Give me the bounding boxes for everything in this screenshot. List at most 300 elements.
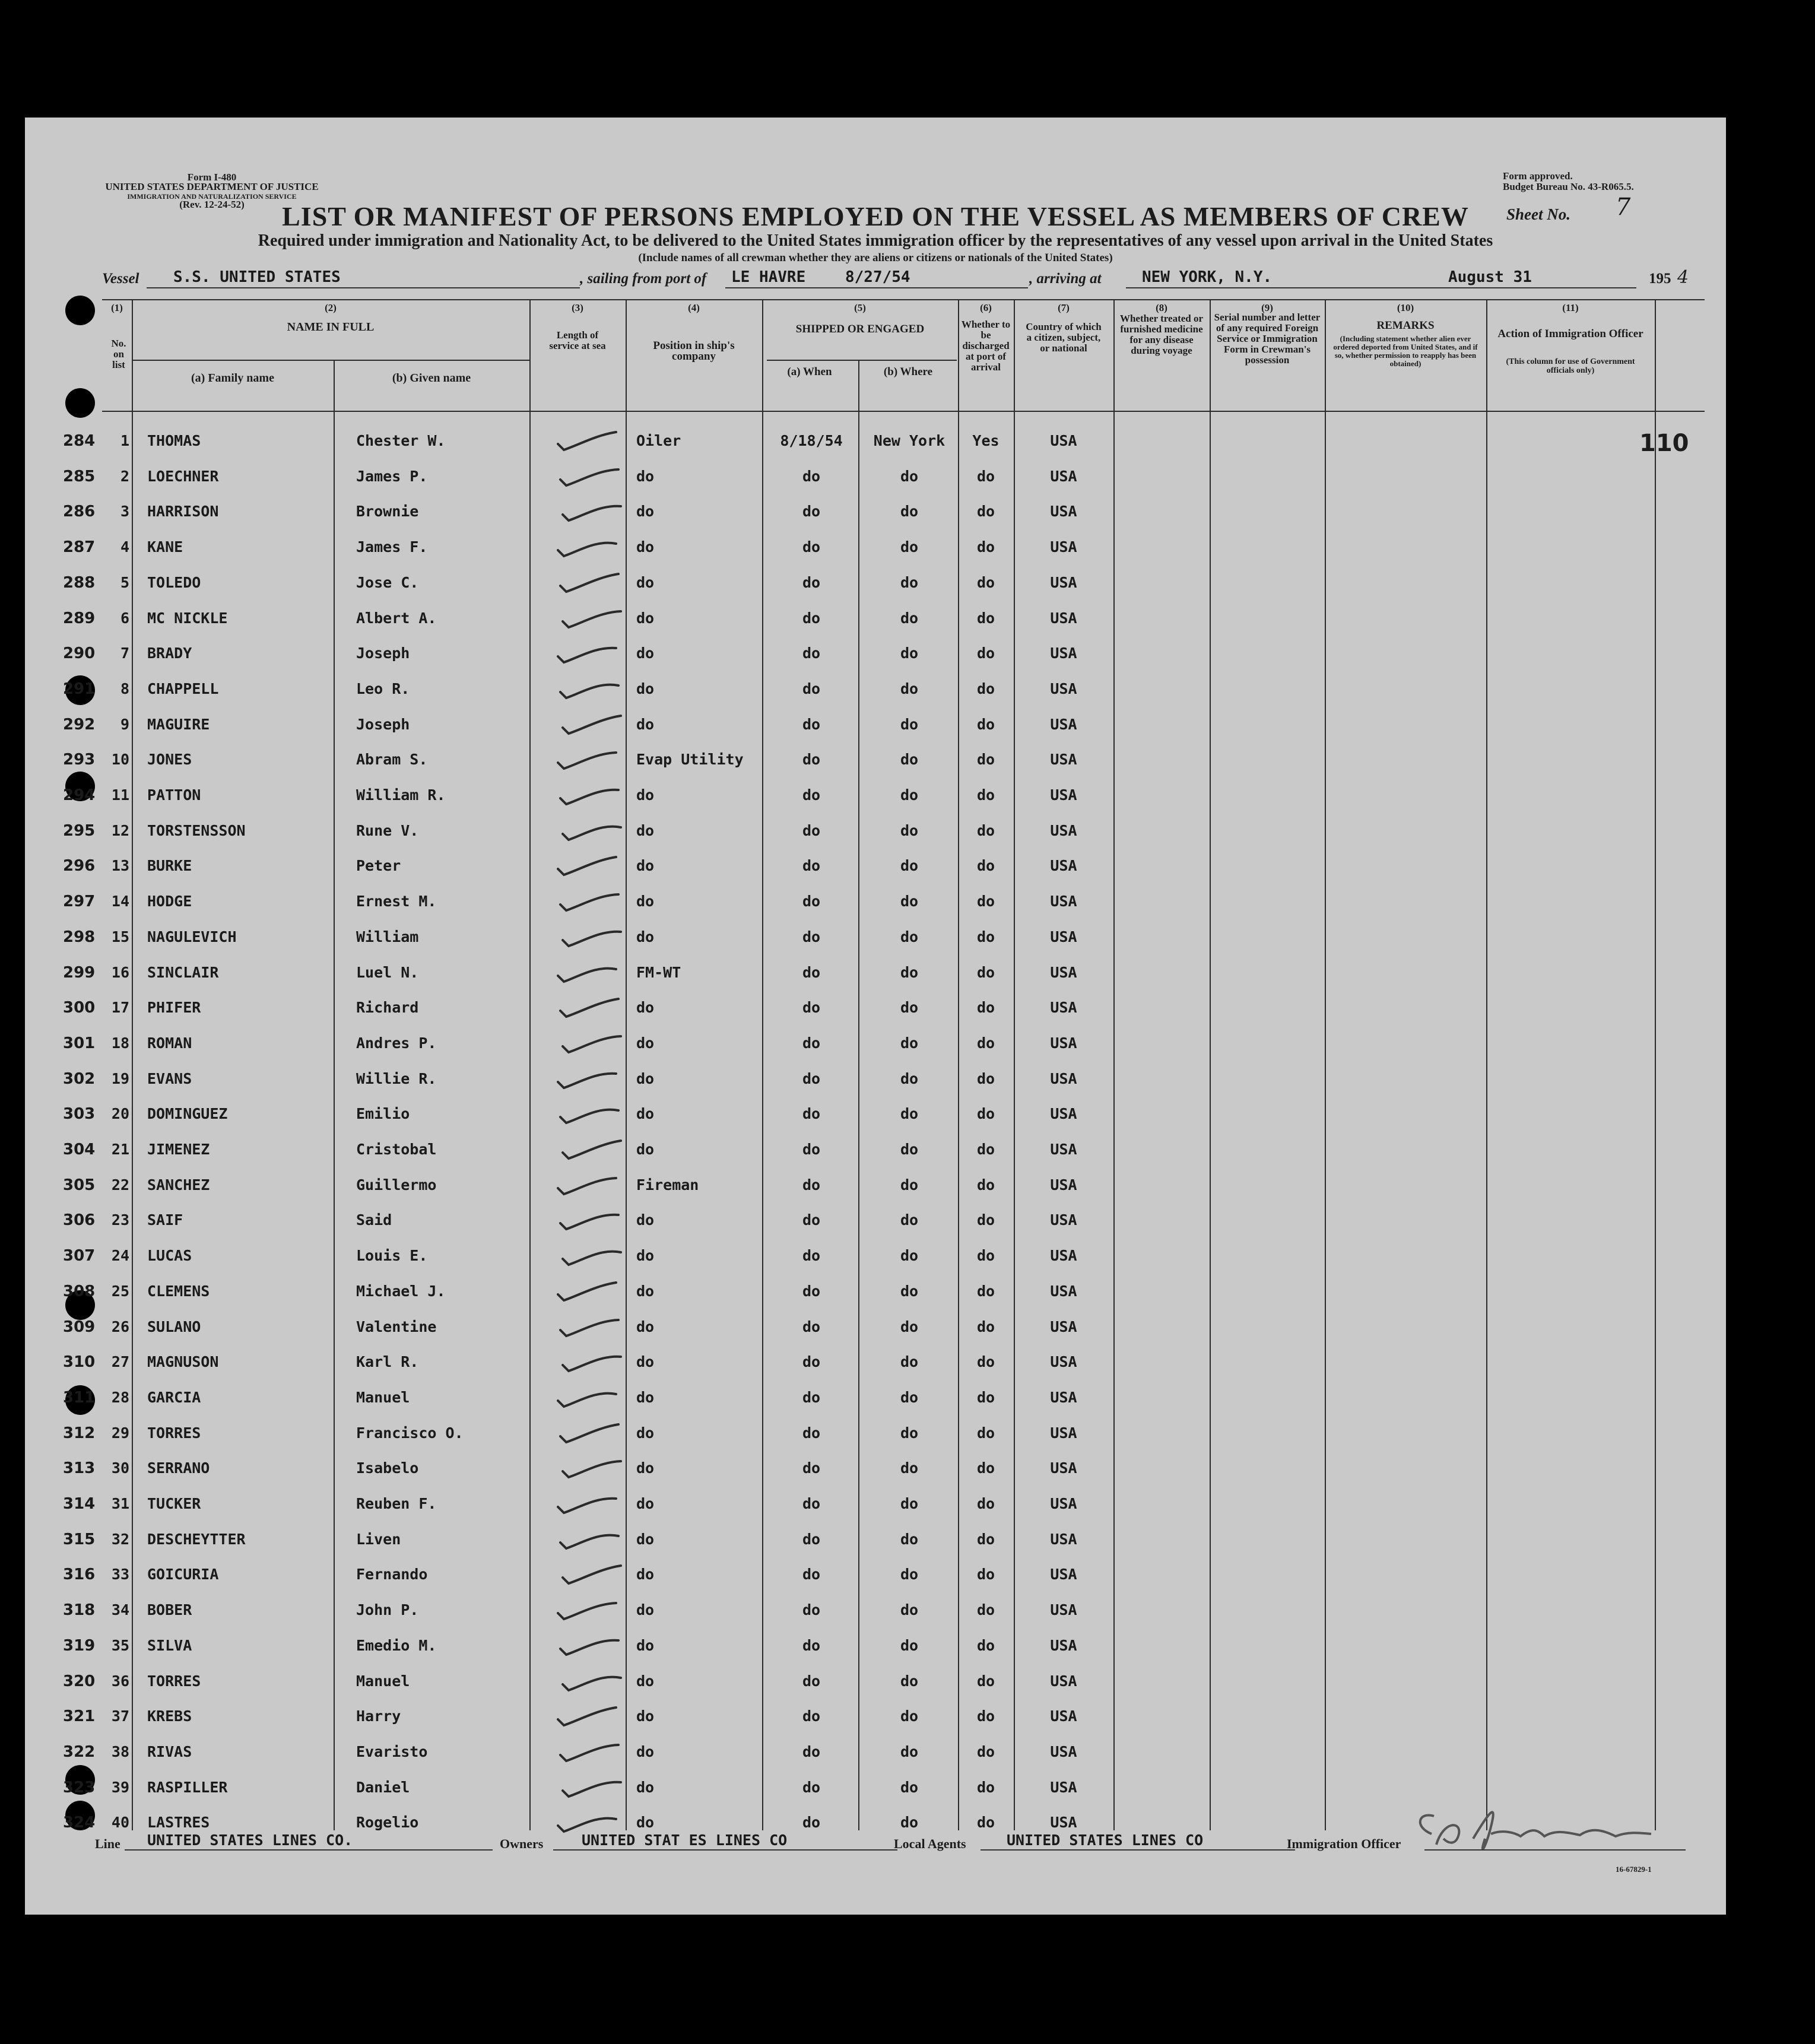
row-given-name: Brownie [356,503,419,520]
row-discharged: do [976,786,995,804]
row-position: do [636,1707,655,1725]
col10-num: (10) [1397,302,1414,313]
row-discharged: do [976,1318,995,1335]
check-mark-icon [557,1629,628,1662]
col2-num: (2) [325,302,337,313]
row-list-number: 39 [111,1778,129,1796]
row-shipped-where: do [900,928,919,945]
row-discharged: do [976,1814,995,1832]
row-country: USA [1050,1105,1077,1123]
row-country: USA [1050,1176,1077,1194]
row-shipped-when: do [802,1105,821,1123]
row-position: do [636,1034,655,1052]
sailing-date: 8/27/54 [845,268,910,286]
row-country: USA [1050,1459,1077,1477]
row-discharged: do [976,1707,995,1725]
row-country: USA [1050,467,1077,485]
row-position: do [636,1247,655,1265]
row-country: USA [1050,715,1077,733]
row-serial-number: 321 [63,1707,96,1726]
row-discharged: do [976,1353,995,1371]
row-serial-number: 292 [63,715,96,734]
row-serial-number: 322 [63,1743,96,1761]
check-mark-icon [557,1522,628,1556]
row-list-number: 6 [120,609,129,627]
row-list-number: 13 [111,857,129,875]
row-shipped-where: do [900,1105,919,1123]
row-serial-number: 295 [63,821,96,840]
row-position: do [636,1211,655,1229]
row-list-number: 9 [120,715,129,733]
row-discharged: do [976,1636,995,1654]
table-row [25,710,1726,745]
check-mark-icon [559,494,630,528]
row-shipped-when: do [802,1211,821,1229]
check-mark-icon [559,601,630,634]
row-country: USA [1050,1495,1077,1512]
col10-note: (Including statement whether alien ever ordered deported from United States, and if so, whether permission to reapply has been obtained) [1333,334,1478,368]
row-serial-number: 293 [63,751,96,769]
row-serial-number: 311 [63,1388,96,1407]
row-position: do [636,467,655,485]
row-shipped-when: do [802,1176,821,1194]
row-position: do [636,503,655,520]
col7-header: Country of which a citizen, subject, or national [1026,321,1102,354]
row-shipped-when: do [802,1247,821,1265]
row-given-name: Fernando [356,1566,428,1583]
row-position: do [636,1282,655,1300]
agents-value: UNITED STATES LINES CO [1007,1832,1204,1849]
table-row [25,639,1726,674]
table-row [25,1135,1726,1170]
table-row [25,1312,1726,1347]
check-mark-icon [554,1062,626,1095]
check-mark-icon [554,1168,626,1201]
row-discharged: do [976,751,995,769]
row-given-name: Emedio M. [356,1636,437,1654]
row-list-number: 32 [111,1530,129,1548]
row-discharged: do [976,1176,995,1194]
row-shipped-where: do [900,1318,919,1335]
table-row [25,1773,1726,1808]
row-family-name: HODGE [147,893,192,910]
table-row [25,1418,1726,1453]
row-shipped-where: do [900,1530,919,1548]
row-family-name: SILVA [147,1636,192,1654]
row-family-name: BRADY [147,645,192,662]
row-discharged: do [976,928,995,945]
row-serial-number: 297 [63,893,96,911]
col6-num: (6) [980,302,992,313]
row-shipped-where: do [900,1814,919,1832]
table-row [25,1277,1726,1312]
row-discharged: do [976,1247,995,1265]
row-position: do [636,928,655,945]
row-given-name: Said [356,1211,392,1229]
row-shipped-when: do [802,928,821,945]
row-country: USA [1050,573,1077,591]
check-mark-icon [554,424,626,457]
row-shipped-where: do [900,1566,919,1583]
row-shipped-when: do [802,1814,821,1832]
table-row [25,497,1726,532]
row-family-name: TORRES [147,1424,201,1442]
row-serial-number: 310 [63,1353,96,1372]
row-shipped-when: do [802,1282,821,1300]
check-mark-icon [559,1557,630,1591]
row-discharged: do [976,1282,995,1300]
row-position: do [636,715,655,733]
row-list-number: 17 [111,999,129,1017]
row-serial-number: 286 [63,503,96,521]
page-title: LIST OR MANIFEST OF PERSONS EMPLOYED ON THE VESSEL AS MEMBERS OF CREW [282,201,1469,231]
row-shipped-when: do [802,538,821,556]
row-given-name: Emilio [356,1105,410,1123]
row-position: do [636,609,655,627]
row-country: USA [1050,1707,1077,1725]
table-row [25,1205,1726,1240]
row-family-name: MAGNUSON [147,1353,219,1371]
row-shipped-when: do [802,1318,821,1335]
row-family-name: DESCHEYTTER [147,1530,246,1548]
print-code: 16-67829-1 [1616,1865,1652,1874]
check-mark-icon [557,1416,628,1449]
row-given-name: Reuben F. [356,1495,437,1512]
row-list-number: 33 [111,1566,129,1583]
row-position: do [636,1069,655,1087]
row-country: USA [1050,1566,1077,1583]
row-family-name: JONES [147,751,192,769]
table-row [25,922,1726,957]
row-family-name: TORRES [147,1672,201,1690]
row-position: FM-WT [636,963,681,981]
row-list-number: 4 [120,538,129,556]
row-shipped-where: do [900,1707,919,1725]
check-mark-icon [554,1699,626,1732]
row-family-name: SERRANO [147,1459,210,1477]
check-mark-icon [559,1664,630,1697]
row-discharged: do [976,1566,995,1583]
row-position: do [636,1672,655,1690]
row-discharged: do [976,1034,995,1052]
table-row [25,1453,1726,1488]
row-shipped-when: do [802,1495,821,1512]
sheet-no-label: Sheet No. [1506,205,1570,223]
row-discharged: do [976,1743,995,1760]
row-serial-number: 287 [63,538,96,557]
row-serial-number: 307 [63,1247,96,1265]
year-prefix: 195 [1649,271,1671,287]
check-mark-icon [554,956,626,989]
row-shipped-when: do [802,680,821,697]
row-serial-number: 300 [63,999,96,1017]
row-family-name: BOBER [147,1601,192,1619]
row-list-number: 27 [111,1353,129,1371]
row-country: USA [1050,1814,1077,1832]
row-shipped-where: do [900,1069,919,1087]
col1-num: (1) [111,302,123,313]
row-shipped-where: do [900,1636,919,1654]
row-list-number: 8 [120,680,129,697]
row-country: USA [1050,999,1077,1017]
row-family-name: SAIF [147,1211,183,1229]
row-position: do [636,1141,655,1158]
row-serial-number: 299 [63,963,96,982]
row-given-name: Peter [356,857,401,875]
row-shipped-when: do [802,1707,821,1725]
row-family-name: NAGULEVICH [147,928,237,945]
row-list-number: 31 [111,1495,129,1512]
table-row [25,1489,1726,1524]
row-given-name: Francisco O. [356,1424,464,1442]
line-label: Line [95,1836,120,1851]
row-list-number: 28 [111,1388,129,1406]
stamp-number: 110 [1639,430,1689,457]
row-shipped-where: do [900,1247,919,1265]
row-list-number: 21 [111,1141,129,1158]
row-family-name: JIMENEZ [147,1141,210,1158]
row-serial-number: 298 [63,928,96,946]
row-country: USA [1050,1601,1077,1619]
col9-header: Serial number and letter of any required Foreign Service or Immigration Form in Crewman's possession [1214,312,1321,366]
row-serial-number: 291 [63,680,96,698]
row-discharged: do [976,680,995,697]
row-position: do [636,645,655,662]
row-discharged: do [976,1211,995,1229]
row-family-name: TORSTENSSON [147,821,246,839]
col4-header: Position in ship's company [653,339,735,363]
row-shipped-where: do [900,821,919,839]
check-mark-icon [557,1203,628,1236]
row-list-number: 2 [120,467,129,485]
col1-header: No. on list [111,338,126,370]
row-position: do [636,680,655,697]
arrival-port: NEW YORK, N.Y. [1142,268,1273,286]
check-mark-icon [559,920,630,953]
punch-hole [65,388,95,418]
row-discharged: do [976,821,995,839]
row-list-number: 3 [120,503,129,520]
row-serial-number: 315 [63,1530,96,1548]
row-serial-number: 303 [63,1105,96,1123]
row-country: USA [1050,645,1077,662]
check-mark-icon [559,707,630,741]
row-given-name: Jose C. [356,573,419,591]
row-country: USA [1050,609,1077,627]
row-family-name: TUCKER [147,1495,201,1512]
row-shipped-when: do [802,1353,821,1371]
row-shipped-where: do [900,999,919,1017]
row-discharged: do [976,857,995,875]
row-shipped-where: do [900,573,919,591]
row-position: Evap Utility [636,751,744,769]
row-list-number: 26 [111,1318,129,1335]
row-position: do [636,857,655,875]
row-serial-number: 302 [63,1069,96,1088]
row-shipped-where: do [900,609,919,627]
row-discharged: do [976,1672,995,1690]
row-position: do [636,1566,655,1583]
year-suffix: 4 [1677,267,1689,288]
owners-value: UNITED STAT ES LINES CO [582,1832,788,1849]
sailing-port: LE HAVRE [731,268,806,286]
table-row [25,1099,1726,1134]
row-family-name: RASPILLER [147,1778,228,1796]
row-country: USA [1050,1388,1077,1406]
row-given-name: Willie R. [356,1069,437,1087]
row-shipped-where: do [900,467,919,485]
row-given-name: Chester W. [356,432,446,449]
row-shipped-when: do [802,751,821,769]
agents-label: Local Agents [894,1836,966,1851]
row-serial-number: 305 [63,1176,96,1194]
row-family-name: HARRISON [147,503,219,520]
row-family-name: DOMINGUEZ [147,1105,228,1123]
col7-num: (7) [1058,302,1070,313]
row-shipped-where: do [900,1176,919,1194]
row-list-number: 35 [111,1636,129,1654]
row-list-number: 11 [111,786,129,804]
row-position: do [636,573,655,591]
row-country: USA [1050,1247,1077,1265]
check-mark-icon [559,1132,630,1166]
row-shipped-where: do [900,1672,919,1690]
row-country: USA [1050,1318,1077,1335]
row-serial-number: 320 [63,1672,96,1690]
note: (Include names of all crewman whether they are aliens or citizens or nationals of the United States) [638,252,1113,264]
row-discharged: do [976,893,995,910]
table-row [25,1667,1726,1702]
arrival-date: August 31 [1448,268,1532,286]
row-discharged: do [976,503,995,520]
row-discharged: do [976,1141,995,1158]
table-row [25,1029,1726,1064]
row-given-name: Evaristo [356,1743,428,1760]
row-given-name: Luel N. [356,963,419,981]
row-list-number: 40 [111,1814,129,1832]
row-position: do [636,1814,655,1832]
row-position: do [636,538,655,556]
row-shipped-where: do [900,715,919,733]
check-mark-icon [557,672,628,705]
row-family-name: SINCLAIR [147,963,219,981]
row-family-name: ROMAN [147,1034,192,1052]
row-given-name: Valentine [356,1318,437,1335]
table-row [25,958,1726,993]
row-country: USA [1050,680,1077,697]
row-given-name: Liven [356,1530,401,1548]
row-family-name: KANE [147,538,183,556]
table-row [25,745,1726,780]
row-country: USA [1050,857,1077,875]
row-shipped-when: do [802,857,821,875]
table-row [25,1560,1726,1595]
row-family-name: SULANO [147,1318,201,1335]
form-number: Form I-480 [187,172,237,183]
row-discharged: do [976,1495,995,1512]
row-family-name: LUCAS [147,1247,192,1265]
row-serial-number: 301 [63,1034,96,1052]
row-country: USA [1050,928,1077,945]
row-country: USA [1050,1530,1077,1548]
col5-num: (5) [854,302,866,313]
row-serial-number: 289 [63,609,96,627]
budget-bureau: Budget Bureau No. 43-R065.5. [1503,181,1634,192]
row-family-name: GARCIA [147,1388,201,1406]
row-shipped-where: do [900,786,919,804]
check-mark-icon [559,1345,630,1378]
row-position: do [636,893,655,910]
check-mark-icon [554,1274,626,1307]
row-shipped-when: do [802,1459,821,1477]
row-position: do [636,1388,655,1406]
form-approved: Form approved. [1503,170,1573,182]
col9-num: (9) [1261,302,1273,313]
row-given-name: Rune V. [356,821,419,839]
row-position: do [636,1778,655,1796]
row-discharged: do [976,467,995,485]
punch-hole [65,296,95,325]
row-list-number: 14 [111,893,129,910]
table-row [25,1737,1726,1772]
row-list-number: 38 [111,1743,129,1760]
row-shipped-when: do [802,1141,821,1158]
row-country: USA [1050,503,1077,520]
row-shipped-where: do [900,1601,919,1619]
row-position: do [636,1601,655,1619]
row-serial-number: 324 [63,1814,96,1832]
col5a-header: (a) When [787,366,832,378]
row-shipped-where: do [900,1459,919,1477]
row-shipped-where: do [900,1211,919,1229]
row-given-name: William [356,928,419,945]
row-given-name: Karl R. [356,1353,419,1371]
table-row [25,426,1726,461]
table-row [25,851,1726,886]
row-discharged: do [976,1601,995,1619]
subtitle: Required under immigration and Nationality Act, to be delivered to the United States immigration officer by the representatives of any vessel upon arrival in the United States [258,231,1493,250]
row-list-number: 37 [111,1707,129,1725]
check-mark-icon [557,566,628,599]
check-mark-icon [557,991,628,1024]
row-shipped-where: do [900,1424,919,1442]
row-country: USA [1050,1141,1077,1158]
row-shipped-when: do [802,786,821,804]
row-shipped-when: do [802,573,821,591]
table-row [25,1383,1726,1418]
row-country: USA [1050,963,1077,981]
row-family-name: LOECHNER [147,467,219,485]
check-mark-icon [554,1487,626,1520]
service: IMMIGRATION AND NATURALIZATION SERVICE [127,192,297,201]
row-position: do [636,786,655,804]
row-shipped-where: do [900,1353,919,1371]
row-country: USA [1050,751,1077,769]
row-list-number: 7 [120,645,129,662]
row-shipped-when: do [802,609,821,627]
row-shipped-when: do [802,999,821,1017]
table-row [25,1702,1726,1737]
row-given-name: Louis E. [356,1247,428,1265]
row-family-name: MC NICKLE [147,609,228,627]
row-list-number: 34 [111,1601,129,1619]
row-list-number: 24 [111,1247,129,1265]
table-row [25,1170,1726,1205]
col10-header: REMARKS [1376,319,1435,332]
row-shipped-when: do [802,893,821,910]
table-row [25,604,1726,639]
row-family-name: EVANS [147,1069,192,1087]
